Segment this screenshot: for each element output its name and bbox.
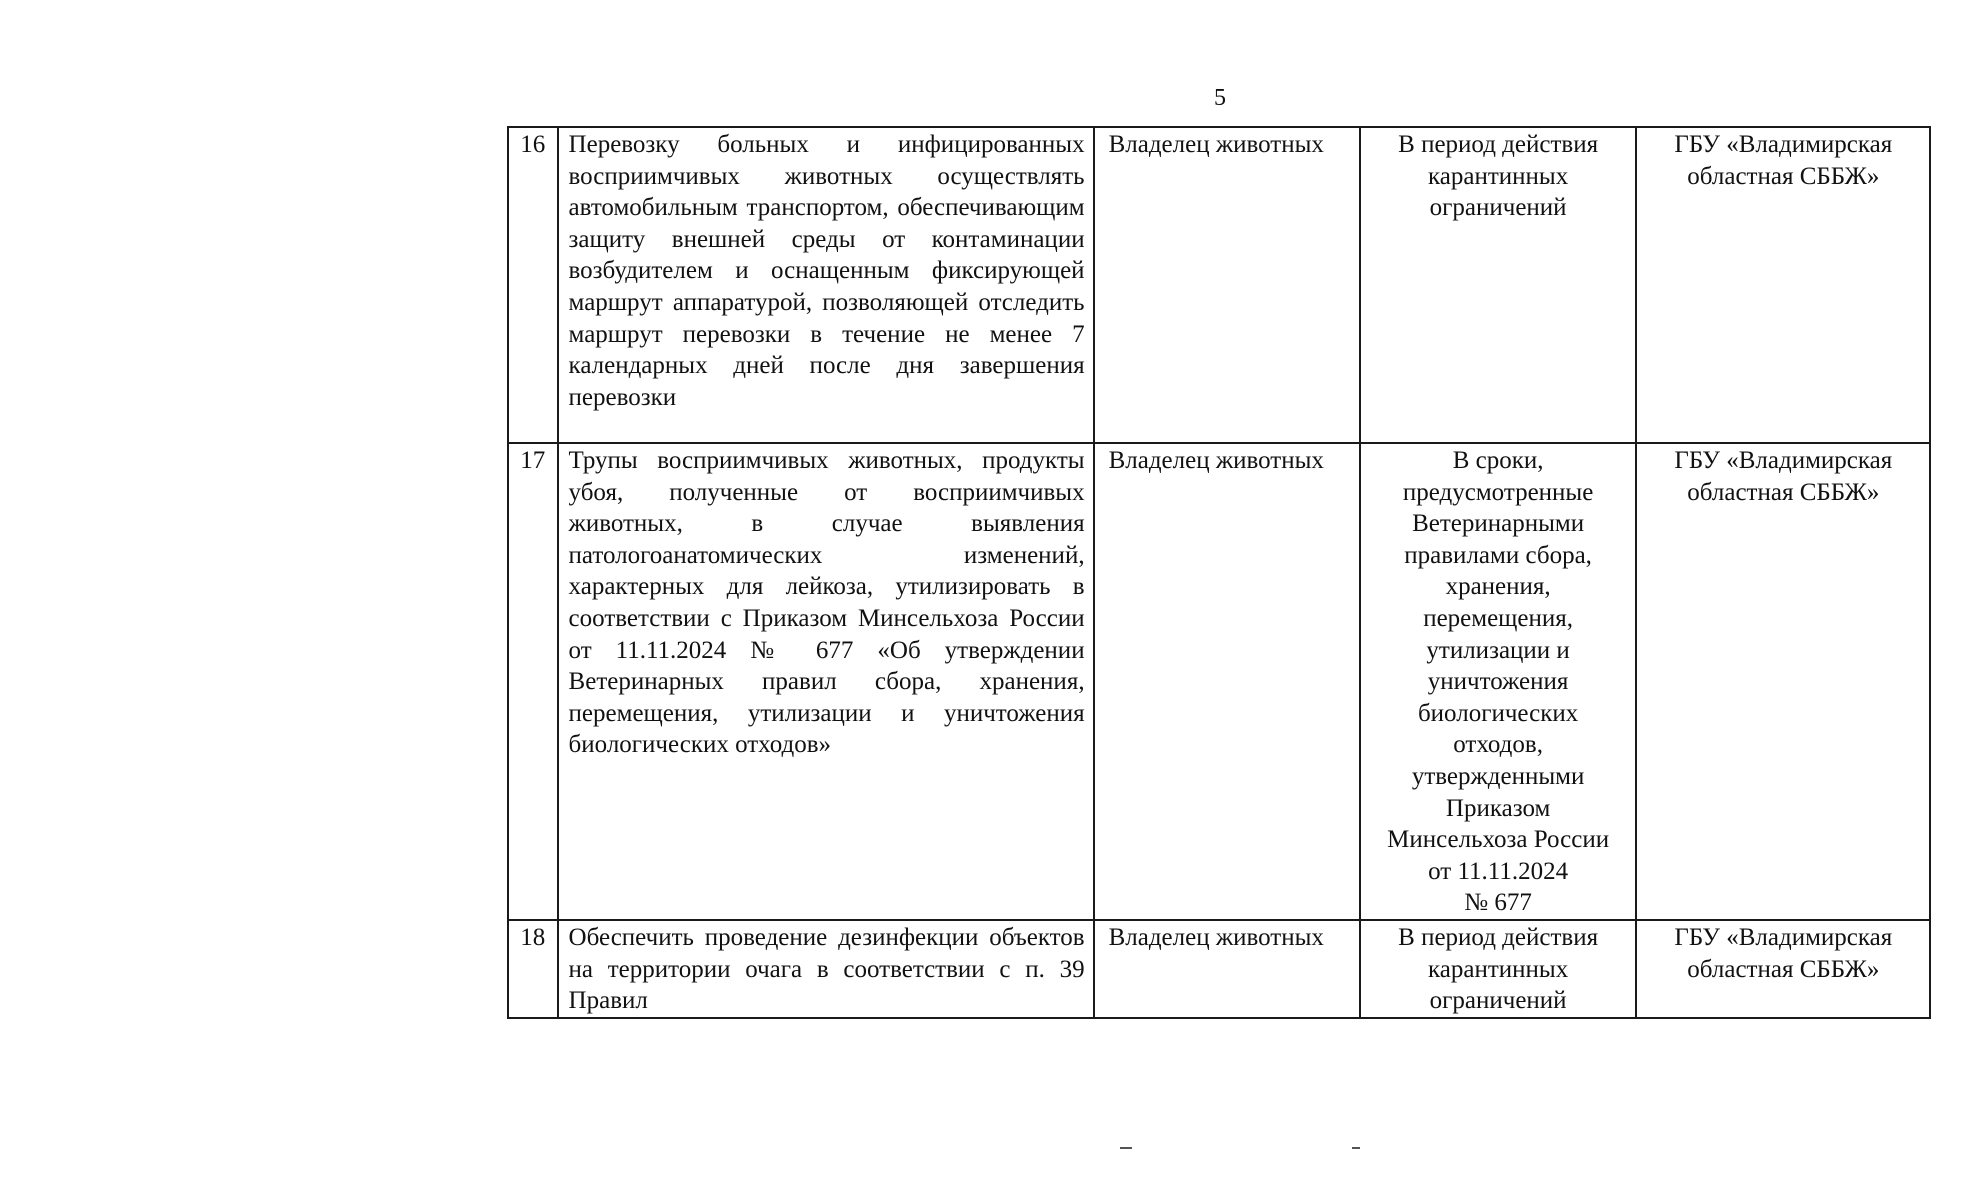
executor-text: ГБУ «Владимирская областная СББЖ» [1674,131,1893,190]
scan-mark [1120,1147,1132,1149]
table-row [508,443,1930,920]
term-text: В период действия карантинных ограничений [1398,924,1599,1015]
responsible-text: Владелец животных [1108,924,1324,951]
term-text: В сроки, предусмотренные Ветеринарными правилами сбора, хранения, перемещения, утилизации и уничтожения биологических отходов, утвержденными Приказом Минсельхоза России от 11.11.2024 № 677 [1387,447,1610,917]
row-number: 16 [520,131,546,158]
responsible-text: Владелец животных [1108,447,1324,474]
executor-cell [1636,443,1930,920]
executor-text: ГБУ «Владимирская областная СББЖ» [1674,924,1893,983]
term-cell [1360,127,1636,443]
measure-text: Перевозку больных и инфицированных восприимчивых животных осуществлять автомобильным транспортом, обеспечивающим защиту внешней среды от контаминации возбудителем и оснащенным фиксирующей маршрут аппаратурой, позволяющей отследить маршрут перевозки в течение не менее 7 календарных дней после дня завершения перевозки [568,131,1085,411]
responsible-text: Владелец животных [1108,131,1324,158]
responsible-cell [1094,443,1360,920]
row-number-cell [508,920,558,1018]
table-row [508,920,1930,1018]
measure-cell [558,920,1094,1018]
term-text: В период действия карантинных ограничений [1398,131,1599,222]
measure-text: Обеспечить проведение дезинфекции объектов на территории очага в соответствии с п. 39 Правил [568,924,1085,1015]
responsible-cell [1094,127,1360,443]
executor-cell [1636,127,1930,443]
row-number-cell [508,443,558,920]
measure-cell [558,443,1094,920]
measure-cell [558,127,1094,443]
row-number: 18 [520,924,546,951]
scan-mark [1352,1147,1360,1149]
executor-cell [1636,920,1930,1018]
executor-text: ГБУ «Владимирская областная СББЖ» [1674,447,1893,506]
measure-text: Трупы восприимчивых животных, продукты убоя, полученные от восприимчивых животных, в случае выявления патологоанатомических изменений, характерных для лейкоза, утилизировать в соответствии с Приказом Минсельхоза России от 11.11.2024 № 677 «Об утверждении Ветеринарных правил сбора, хранения, перемещения, утилизации и уничтожения биологических отходов» [568,447,1085,759]
term-cell [1360,920,1636,1018]
page-number: 5 [1214,85,1226,111]
responsible-cell [1094,920,1360,1018]
term-cell [1360,443,1636,920]
row-number: 17 [520,447,546,474]
row-number-cell [508,127,558,443]
measures-table [507,126,1931,1019]
table-row [508,127,1930,443]
